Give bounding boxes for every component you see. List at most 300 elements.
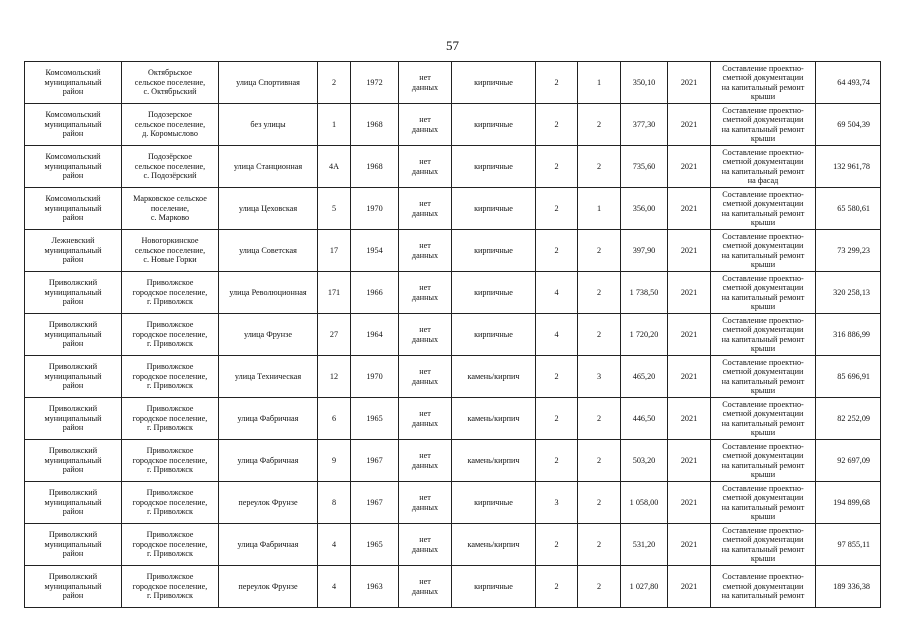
work-type-line: сметной документации bbox=[722, 409, 804, 419]
work-type-line: на капитальный ремонт bbox=[721, 124, 805, 134]
no-data-cell bbox=[399, 482, 452, 524]
house-number-cell: 171 bbox=[318, 272, 351, 314]
wall-material-cell: кирпичные bbox=[452, 230, 536, 272]
settlement-line: сельское поселение, bbox=[134, 245, 206, 255]
wall-material-cell: кирпичные bbox=[452, 188, 536, 230]
no-data-line: нет bbox=[419, 157, 431, 167]
settlement-line: Приволжское bbox=[146, 488, 194, 498]
work-type-line: сметной документации bbox=[722, 581, 804, 591]
wall-material-cell: кирпичные bbox=[452, 272, 536, 314]
district-cell bbox=[25, 440, 122, 482]
settlement-line: городское поселение, bbox=[132, 413, 208, 423]
work-type-line: на капитальный ремонт bbox=[721, 502, 805, 512]
settlement-cell bbox=[122, 398, 219, 440]
area-cell: 356,00 bbox=[621, 188, 668, 230]
settlement-line: сельское поселение, bbox=[134, 77, 206, 87]
street-cell: улица Фрунзе bbox=[219, 314, 318, 356]
plan-year-cell: 2021 bbox=[668, 356, 711, 398]
no-data-line: данных bbox=[411, 208, 439, 218]
work-type-line: сметной документации bbox=[722, 493, 804, 503]
work-type-line: Составление проектно- bbox=[722, 105, 804, 115]
cost-cell: 132 961,78 bbox=[816, 146, 881, 188]
work-type-line: Составление проектно- bbox=[722, 315, 804, 325]
settlement-line: городское поселение, bbox=[132, 539, 208, 549]
district-line: район bbox=[62, 465, 84, 475]
settlement-line: г. Приволжск bbox=[147, 381, 193, 391]
settlement-cell bbox=[122, 230, 219, 272]
settlement-cell bbox=[122, 272, 219, 314]
area-cell: 377,30 bbox=[621, 104, 668, 146]
settlement-line: городское поселение, bbox=[132, 581, 208, 591]
build-year-cell: 1967 bbox=[351, 440, 399, 482]
work-type-line: на капитальный ремонт bbox=[721, 376, 805, 386]
house-number-cell: 17 bbox=[318, 230, 351, 272]
floors-cell: 2 bbox=[536, 62, 578, 104]
area-cell: 446,50 bbox=[621, 398, 668, 440]
floors-cell: 2 bbox=[536, 356, 578, 398]
area-cell: 350,10 bbox=[621, 62, 668, 104]
cost-cell: 320 258,13 bbox=[816, 272, 881, 314]
work-type-cell bbox=[711, 440, 816, 482]
settlement-line: д. Коромыслово bbox=[142, 129, 198, 139]
work-type-line: Составление проектно- bbox=[722, 147, 804, 157]
repair-program-table bbox=[24, 61, 881, 608]
district-line: муниципальный bbox=[44, 203, 102, 213]
house-number-cell: 1 bbox=[318, 104, 351, 146]
settlement-line: с. Новые Горки bbox=[143, 255, 197, 265]
work-type-line: Составление проектно- bbox=[722, 483, 804, 493]
work-type-line: Составление проектно- bbox=[722, 399, 804, 409]
district-cell bbox=[25, 398, 122, 440]
table-row bbox=[25, 230, 881, 272]
no-data-line: нет bbox=[419, 199, 431, 209]
build-year-cell: 1964 bbox=[351, 314, 399, 356]
district-line: Лежневский bbox=[51, 236, 95, 246]
work-type-cell bbox=[711, 230, 816, 272]
entrances-cell: 2 bbox=[578, 398, 621, 440]
floors-cell: 3 bbox=[536, 482, 578, 524]
no-data-line: данных bbox=[411, 544, 439, 554]
no-data-line: нет bbox=[419, 73, 431, 83]
table-row bbox=[25, 356, 881, 398]
no-data-line: нет bbox=[419, 409, 431, 419]
district-line: район bbox=[62, 87, 84, 97]
cost-cell: 194 899,68 bbox=[816, 482, 881, 524]
no-data-line: нет bbox=[419, 493, 431, 503]
no-data-cell bbox=[399, 440, 452, 482]
no-data-cell bbox=[399, 398, 452, 440]
work-type-line: на капитальный ремонт bbox=[721, 334, 805, 344]
work-type-line: на капитальный ремонт bbox=[721, 460, 805, 470]
work-type-line: крыши bbox=[750, 385, 776, 395]
build-year-cell: 1967 bbox=[351, 482, 399, 524]
settlement-line: городское поселение, bbox=[132, 455, 208, 465]
work-type-line: крыши bbox=[750, 511, 776, 521]
build-year-cell: 1972 bbox=[351, 62, 399, 104]
floors-cell: 2 bbox=[536, 440, 578, 482]
street-cell: улица Советская bbox=[219, 230, 318, 272]
table-row bbox=[25, 482, 881, 524]
floors-cell: 2 bbox=[536, 566, 578, 608]
work-type-line: крыши bbox=[750, 427, 776, 437]
district-line: Приволжский bbox=[48, 404, 98, 414]
settlement-line: Приволжское bbox=[146, 320, 194, 330]
settlement-cell bbox=[122, 146, 219, 188]
work-type-line: сметной документации bbox=[722, 283, 804, 293]
district-line: Приволжский bbox=[48, 446, 98, 456]
district-line: район bbox=[62, 423, 84, 433]
plan-year-cell: 2021 bbox=[668, 440, 711, 482]
district-cell bbox=[25, 146, 122, 188]
table-row bbox=[25, 188, 881, 230]
district-line: Приволжский bbox=[48, 530, 98, 540]
district-line: муниципальный bbox=[44, 581, 102, 591]
floors-cell: 4 bbox=[536, 314, 578, 356]
entrances-cell: 2 bbox=[578, 440, 621, 482]
cost-cell: 69 504,39 bbox=[816, 104, 881, 146]
floors-cell: 2 bbox=[536, 230, 578, 272]
street-cell: улица Станционная bbox=[219, 146, 318, 188]
cost-cell: 64 493,74 bbox=[816, 62, 881, 104]
no-data-line: данных bbox=[411, 586, 439, 596]
settlement-line: Приволжское bbox=[146, 572, 194, 582]
plan-year-cell: 2021 bbox=[668, 230, 711, 272]
work-type-cell bbox=[711, 146, 816, 188]
settlement-line: городское поселение, bbox=[132, 371, 208, 381]
cost-cell: 97 855,11 bbox=[816, 524, 881, 566]
area-cell: 1 027,80 bbox=[621, 566, 668, 608]
cost-cell: 73 299,23 bbox=[816, 230, 881, 272]
wall-material-cell: кирпичные bbox=[452, 146, 536, 188]
no-data-cell bbox=[399, 356, 452, 398]
settlement-line: Приволжское bbox=[146, 278, 194, 288]
page-number: 57 bbox=[446, 38, 459, 53]
build-year-cell: 1965 bbox=[351, 524, 399, 566]
settlement-line: г. Приволжск bbox=[147, 423, 193, 433]
settlement-line: Новогоркинское bbox=[141, 236, 199, 246]
settlement-line: г. Приволжск bbox=[147, 591, 193, 601]
district-line: район bbox=[62, 507, 84, 517]
district-line: район bbox=[62, 297, 84, 307]
plan-year-cell: 2021 bbox=[668, 524, 711, 566]
house-number-cell: 8 bbox=[318, 482, 351, 524]
work-type-line: на капитальный ремонт bbox=[721, 292, 805, 302]
work-type-cell bbox=[711, 314, 816, 356]
plan-year-cell: 2021 bbox=[668, 482, 711, 524]
entrances-cell: 2 bbox=[578, 314, 621, 356]
no-data-line: нет bbox=[419, 283, 431, 293]
no-data-cell bbox=[399, 104, 452, 146]
work-type-line: Составление проектно- bbox=[722, 231, 804, 241]
district-line: Комсомольский bbox=[45, 68, 101, 78]
settlement-line: поселение, bbox=[150, 203, 190, 213]
work-type-line: Составление проектно- bbox=[722, 525, 804, 535]
work-type-line: сметной документации bbox=[722, 199, 804, 209]
build-year-cell: 1966 bbox=[351, 272, 399, 314]
district-cell bbox=[25, 482, 122, 524]
house-number-cell: 4 bbox=[318, 566, 351, 608]
entrances-cell: 1 bbox=[578, 62, 621, 104]
street-cell: улица Фабричная bbox=[219, 524, 318, 566]
house-number-cell: 9 bbox=[318, 440, 351, 482]
district-line: муниципальный bbox=[44, 371, 102, 381]
district-line: Комсомольский bbox=[45, 110, 101, 120]
table-row bbox=[25, 524, 881, 566]
house-number-cell: 6 bbox=[318, 398, 351, 440]
no-data-line: нет bbox=[419, 241, 431, 251]
settlement-line: сельское поселение, bbox=[134, 119, 206, 129]
work-type-line: на фасад bbox=[747, 175, 779, 185]
settlement-cell bbox=[122, 188, 219, 230]
plan-year-cell: 2021 bbox=[668, 272, 711, 314]
district-line: муниципальный bbox=[44, 77, 102, 87]
no-data-cell bbox=[399, 524, 452, 566]
settlement-line: г. Приволжск bbox=[147, 507, 193, 517]
no-data-line: нет bbox=[419, 115, 431, 125]
area-cell: 1 738,50 bbox=[621, 272, 668, 314]
work-type-line: крыши bbox=[750, 469, 776, 479]
settlement-line: г. Приволжск bbox=[147, 339, 193, 349]
district-line: муниципальный bbox=[44, 245, 102, 255]
wall-material-cell: камень/кирпич bbox=[452, 398, 536, 440]
build-year-cell: 1968 bbox=[351, 104, 399, 146]
street-cell: улица Революционная bbox=[219, 272, 318, 314]
work-type-line: на капитальный ремонт bbox=[721, 166, 805, 176]
floors-cell: 2 bbox=[536, 188, 578, 230]
district-line: Приволжский bbox=[48, 278, 98, 288]
district-line: Комсомольский bbox=[45, 194, 101, 204]
wall-material-cell: кирпичные bbox=[452, 62, 536, 104]
settlement-cell bbox=[122, 482, 219, 524]
street-cell: улица Спортивная bbox=[219, 62, 318, 104]
district-line: муниципальный bbox=[44, 119, 102, 129]
no-data-line: данных bbox=[411, 376, 439, 386]
floors-cell: 2 bbox=[536, 146, 578, 188]
plan-year-cell: 2021 bbox=[668, 188, 711, 230]
work-type-line: сметной документации bbox=[722, 157, 804, 167]
district-line: район bbox=[62, 213, 84, 223]
no-data-line: данных bbox=[411, 124, 439, 134]
no-data-cell bbox=[399, 62, 452, 104]
work-type-line: крыши bbox=[750, 553, 776, 563]
area-cell: 1 720,20 bbox=[621, 314, 668, 356]
work-type-line: сметной документации bbox=[722, 451, 804, 461]
entrances-cell: 2 bbox=[578, 566, 621, 608]
district-cell bbox=[25, 524, 122, 566]
settlement-line: городское поселение, bbox=[132, 497, 208, 507]
table-row bbox=[25, 62, 881, 104]
settlement-cell bbox=[122, 314, 219, 356]
floors-cell: 2 bbox=[536, 524, 578, 566]
work-type-line: крыши bbox=[750, 301, 776, 311]
plan-year-cell: 2021 bbox=[668, 566, 711, 608]
settlement-line: Приволжское bbox=[146, 446, 194, 456]
district-cell bbox=[25, 314, 122, 356]
no-data-cell bbox=[399, 272, 452, 314]
work-type-line: Составление проектно- bbox=[722, 189, 804, 199]
entrances-cell: 2 bbox=[578, 482, 621, 524]
district-line: муниципальный bbox=[44, 539, 102, 549]
work-type-line: Составление проектно- bbox=[722, 441, 804, 451]
table-row bbox=[25, 272, 881, 314]
wall-material-cell: кирпичные bbox=[452, 314, 536, 356]
plan-year-cell: 2021 bbox=[668, 314, 711, 356]
district-cell bbox=[25, 272, 122, 314]
entrances-cell: 2 bbox=[578, 104, 621, 146]
settlement-line: Подозерское bbox=[147, 110, 192, 120]
work-type-line: крыши bbox=[750, 133, 776, 143]
street-cell: улица Цеховская bbox=[219, 188, 318, 230]
house-number-cell: 2 bbox=[318, 62, 351, 104]
work-type-line: крыши bbox=[750, 91, 776, 101]
street-cell: улица Техническая bbox=[219, 356, 318, 398]
house-number-cell: 5 bbox=[318, 188, 351, 230]
no-data-line: данных bbox=[411, 250, 439, 260]
entrances-cell: 3 bbox=[578, 356, 621, 398]
cost-cell: 82 252,09 bbox=[816, 398, 881, 440]
no-data-line: данных bbox=[411, 460, 439, 470]
no-data-cell bbox=[399, 566, 452, 608]
no-data-line: данных bbox=[411, 418, 439, 428]
table-row bbox=[25, 440, 881, 482]
district-line: район bbox=[62, 549, 84, 559]
street-cell: улица Фабричная bbox=[219, 440, 318, 482]
work-type-line: на капитальный ремонт bbox=[721, 591, 805, 601]
no-data-line: данных bbox=[411, 502, 439, 512]
plan-year-cell: 2021 bbox=[668, 398, 711, 440]
wall-material-cell: кирпичные bbox=[452, 566, 536, 608]
work-type-line: на капитальный ремонт bbox=[721, 250, 805, 260]
work-type-line: крыши bbox=[750, 217, 776, 227]
no-data-line: нет bbox=[419, 325, 431, 335]
district-line: район bbox=[62, 171, 84, 181]
work-type-line: Составление проектно- bbox=[722, 63, 804, 73]
street-cell: переулок Фрунзе bbox=[219, 566, 318, 608]
work-type-line: сметной документации bbox=[722, 325, 804, 335]
district-cell bbox=[25, 230, 122, 272]
build-year-cell: 1965 bbox=[351, 398, 399, 440]
settlement-cell bbox=[122, 524, 219, 566]
table-row bbox=[25, 314, 881, 356]
build-year-cell: 1970 bbox=[351, 356, 399, 398]
work-type-cell bbox=[711, 104, 816, 146]
settlement-line: Приволжское bbox=[146, 404, 194, 414]
settlement-line: Октябрьское bbox=[147, 68, 193, 78]
table-container bbox=[24, 61, 880, 601]
district-line: Комсомольский bbox=[45, 152, 101, 162]
area-cell: 735,60 bbox=[621, 146, 668, 188]
district-line: муниципальный bbox=[44, 329, 102, 339]
settlement-line: сельское поселение, bbox=[134, 161, 206, 171]
plan-year-cell: 2021 bbox=[668, 62, 711, 104]
entrances-cell: 2 bbox=[578, 230, 621, 272]
street-cell: переулок Фрунзе bbox=[219, 482, 318, 524]
cost-cell: 92 697,09 bbox=[816, 440, 881, 482]
house-number-cell: 4А bbox=[318, 146, 351, 188]
entrances-cell: 2 bbox=[578, 272, 621, 314]
work-type-cell bbox=[711, 188, 816, 230]
cost-cell: 316 886,99 bbox=[816, 314, 881, 356]
settlement-line: г. Приволжск bbox=[147, 465, 193, 475]
work-type-cell bbox=[711, 356, 816, 398]
no-data-line: данных bbox=[411, 82, 439, 92]
floors-cell: 4 bbox=[536, 272, 578, 314]
table-row bbox=[25, 398, 881, 440]
work-type-cell bbox=[711, 482, 816, 524]
build-year-cell: 1954 bbox=[351, 230, 399, 272]
house-number-cell: 4 bbox=[318, 524, 351, 566]
no-data-line: данных bbox=[411, 292, 439, 302]
no-data-line: данных bbox=[411, 334, 439, 344]
table-row bbox=[25, 146, 881, 188]
work-type-line: сметной документации bbox=[722, 367, 804, 377]
entrances-cell: 1 bbox=[578, 188, 621, 230]
wall-material-cell: камень/кирпич bbox=[452, 524, 536, 566]
entrances-cell: 2 bbox=[578, 524, 621, 566]
district-line: Приволжский bbox=[48, 362, 98, 372]
floors-cell: 2 bbox=[536, 104, 578, 146]
house-number-cell: 27 bbox=[318, 314, 351, 356]
district-line: муниципальный bbox=[44, 455, 102, 465]
street-cell: улица Фабричная bbox=[219, 398, 318, 440]
no-data-cell bbox=[399, 146, 452, 188]
house-number-cell: 12 bbox=[318, 356, 351, 398]
no-data-line: нет bbox=[419, 535, 431, 545]
district-line: Приволжский bbox=[48, 488, 98, 498]
area-cell: 531,20 bbox=[621, 524, 668, 566]
work-type-cell bbox=[711, 524, 816, 566]
district-line: район bbox=[62, 591, 84, 601]
table-row bbox=[25, 104, 881, 146]
settlement-line: г. Приволжск bbox=[147, 549, 193, 559]
wall-material-cell: кирпичные bbox=[452, 482, 536, 524]
work-type-line: сметной документации bbox=[722, 73, 804, 83]
work-type-line: на капитальный ремонт bbox=[721, 208, 805, 218]
entrances-cell: 2 bbox=[578, 146, 621, 188]
table-body bbox=[25, 62, 881, 608]
plan-year-cell: 2021 bbox=[668, 104, 711, 146]
work-type-cell bbox=[711, 398, 816, 440]
area-cell: 1 058,00 bbox=[621, 482, 668, 524]
district-line: муниципальный bbox=[44, 413, 102, 423]
wall-material-cell: камень/кирпич bbox=[452, 356, 536, 398]
district-line: район bbox=[62, 381, 84, 391]
district-cell bbox=[25, 566, 122, 608]
plan-year-cell: 2021 bbox=[668, 146, 711, 188]
settlement-line: Марковское сельское bbox=[133, 194, 207, 204]
wall-material-cell: камень/кирпич bbox=[452, 440, 536, 482]
floors-cell: 2 bbox=[536, 398, 578, 440]
area-cell: 503,20 bbox=[621, 440, 668, 482]
district-line: муниципальный bbox=[44, 497, 102, 507]
settlement-cell bbox=[122, 440, 219, 482]
settlement-line: Приволжское bbox=[146, 530, 194, 540]
cost-cell: 85 696,91 bbox=[816, 356, 881, 398]
no-data-cell bbox=[399, 188, 452, 230]
district-line: муниципальный bbox=[44, 161, 102, 171]
work-type-line: Составление проектно- bbox=[722, 357, 804, 367]
district-cell bbox=[25, 62, 122, 104]
street-cell: без улицы bbox=[219, 104, 318, 146]
work-type-line: крыши bbox=[750, 343, 776, 353]
work-type-cell bbox=[711, 272, 816, 314]
district-cell bbox=[25, 104, 122, 146]
work-type-line: Составление проектно- bbox=[722, 572, 804, 582]
district-line: Приволжский bbox=[48, 572, 98, 582]
build-year-cell: 1970 bbox=[351, 188, 399, 230]
area-cell: 397,90 bbox=[621, 230, 668, 272]
settlement-cell bbox=[122, 356, 219, 398]
